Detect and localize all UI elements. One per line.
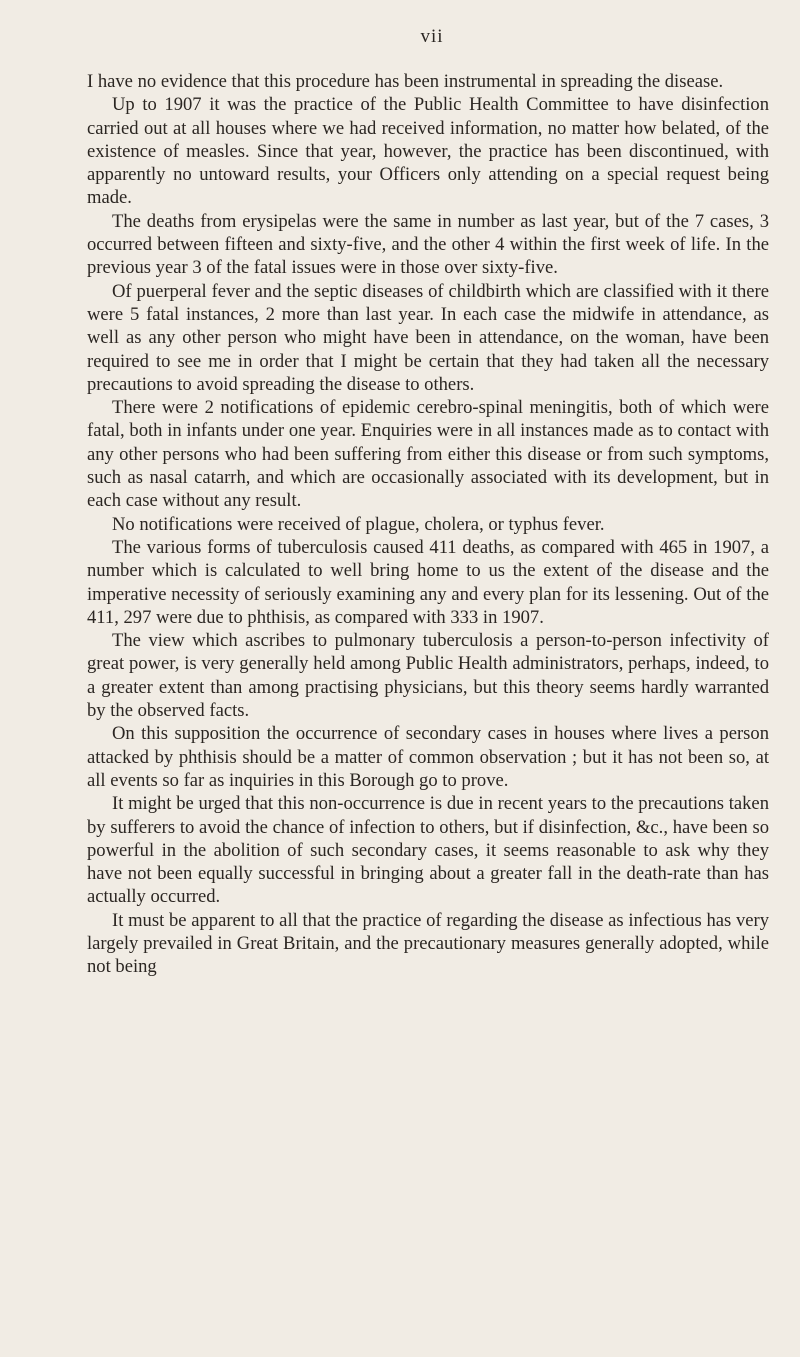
- paragraph-8: The view which ascribes to pulmonary tuberculosis a person-to-person infectivity of great power, is very generally held among Public Health administrators, perhaps, indeed, to a greater extent than among practising physicians, but this theory seems hardly warranted by the observed facts.: [87, 630, 769, 722]
- paragraph-5: There were 2 notifications of epidemic cerebro-spinal meningitis, both of which were fatal, both in infants under one year. Enquiries were in all instances made as to contact with any other persons who had been suffering from either this disease or from such symptoms, such as nasal catarrh, and which are occasionally associated with its development, but in each case without any result.: [87, 397, 769, 512]
- paragraph-2: Up to 1907 it was the practice of the Public Health Committee to have disinfection carried out at all houses where we had received information, no matter how belated, of the existence of measles. Since that year, however, the practice has been discontinued, with apparently no untoward results, your Officers only attending on a special request being made.: [87, 94, 769, 209]
- paragraph-1: I have no evidence that this procedure has been instrumental in spreading the disease.: [87, 71, 724, 92]
- document-page: [87, 26, 769, 979]
- paragraph-9: On this supposition the occurrence of secondary cases in houses where lives a person attacked by phthisis should be a matter of common observation ; but it has not been so, at all events so far as inquiries in this Borough go to prove.: [87, 723, 769, 791]
- paragraph-11: It must be apparent to all that the practice of regarding the disease as infectious has very largely prevailed in Great Britain, and the precautionary measures generally adopted, while not being: [87, 909, 769, 978]
- paragraph-6: No notifications were received of plague, cholera, or typhus fever.: [112, 513, 605, 535]
- paragraph-3: The deaths from erysipelas were the same in number as last year, but of the 7 cases, 3 occurred between fifteen and sixty-five, and the other 4 within the first week of life. In the previous year 3 of the fatal issues were in those over sixty-five.: [87, 210, 769, 279]
- paragraph-4: Of puerperal fever and the septic diseases of childbirth which are classified with it there were 5 fatal instances, 2 more than last year. In each case the midwife in attendance, as well as any other person who might have been in attendance, on the woman, have been required to see me in order that I might be certain that they had taken all the necessary precautions to avoid spreading the disease to others.: [87, 280, 769, 395]
- paragraph-7: The various forms of tuberculosis caused 411 deaths, as compared with 465 in 1907, a number which is calculated to well bring home to us the extent of the disease and the imperative necessity of seriously examining any and every plan for its lessening. Out of the 411, 297 were due to phthisis, as compared with 333 in 1907.: [87, 536, 769, 628]
- paragraph-10: It might be urged that this non-occurrence is due in recent years to the precautions taken by sufferers to avoid the chance of infection to others, but if disinfection, &c., have been so powerful in the abolition of such secondary cases, it seems reasonable to ask why they have not been equally successful in bringing about a greater fall in the death-rate than has actually occurred.: [87, 793, 769, 908]
- page-number: vii: [420, 26, 444, 47]
